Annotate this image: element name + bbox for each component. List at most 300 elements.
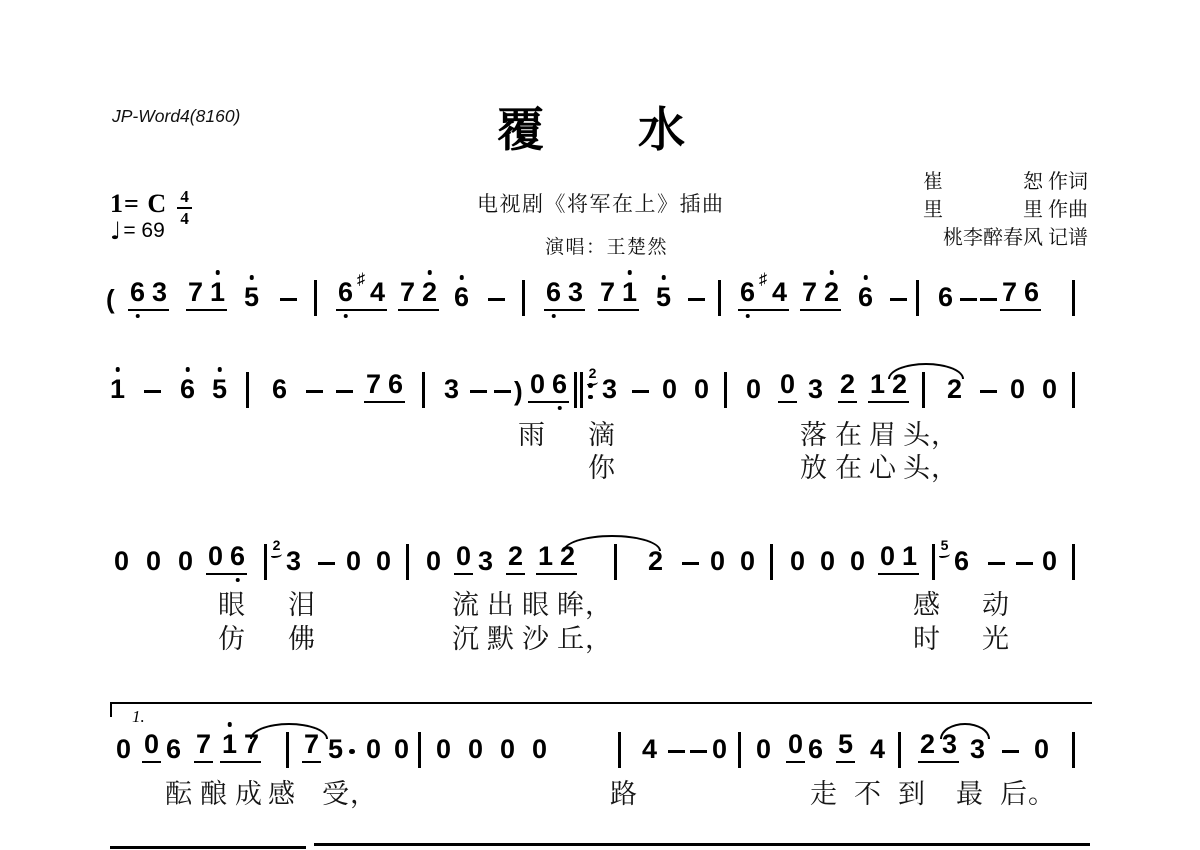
note: 6 — [272, 374, 288, 404]
duration-dash — [1016, 562, 1033, 566]
note-group — [466, 736, 485, 763]
barline — [406, 544, 409, 580]
note: 1 — [210, 279, 225, 306]
note: 7 — [244, 729, 260, 759]
lyric-syllable: 仿 — [218, 624, 246, 654]
credits — [923, 168, 1088, 252]
note: 2 — [840, 369, 856, 399]
note: 5 6 — [940, 537, 970, 576]
note-group — [888, 298, 909, 312]
note-group — [896, 732, 903, 763]
note: 0 — [1010, 374, 1026, 404]
grace-digit: 2 — [272, 537, 281, 553]
note-group — [710, 736, 729, 763]
note: 2 — [920, 729, 936, 759]
lyric-syllable: 佛 — [288, 624, 316, 654]
time-signature — [177, 188, 192, 227]
duration-dash — [668, 750, 685, 754]
note: 0 — [146, 546, 162, 576]
note-group — [788, 548, 807, 575]
lyric-syllable: 酿 — [200, 779, 228, 809]
note-group — [424, 548, 443, 575]
note-group — [856, 284, 875, 311]
note: 6 — [858, 284, 873, 311]
music-line-1 — [0, 271, 1200, 314]
note: 0 — [880, 541, 896, 571]
tempo-value: = 69 — [123, 219, 165, 242]
note-group — [312, 280, 319, 311]
lyric-syllable: 头， — [903, 420, 959, 450]
tie-slur — [940, 723, 990, 739]
repeat-dot — [588, 395, 593, 400]
note: 0 — [532, 734, 548, 764]
octave-dot-below — [551, 314, 556, 319]
note: 1 — [110, 376, 125, 403]
lyric-row — [0, 590, 1200, 624]
note-group — [708, 548, 727, 575]
note: 0 — [114, 546, 130, 576]
note: 6 — [546, 279, 561, 306]
note-group — [940, 537, 971, 576]
beam-group — [786, 731, 805, 763]
note: 7 — [196, 729, 212, 759]
music-line-2 — [0, 363, 1200, 406]
note-group — [646, 548, 665, 575]
note-group — [164, 736, 183, 763]
note-group — [392, 736, 411, 763]
octave-dot-below — [235, 578, 240, 583]
lyric-syllable: 感 — [913, 590, 941, 620]
time-bottom: 4 — [180, 209, 189, 228]
credit-line: 崔 恕 作词 — [923, 171, 1088, 193]
duration-dash — [336, 390, 353, 394]
beam-group — [528, 371, 569, 403]
lyric-syllable: 沉 — [452, 624, 480, 654]
note: 6 — [454, 284, 469, 311]
note: 0 — [456, 541, 472, 571]
note: 3 — [444, 374, 460, 404]
lyric-syllable: 放 — [800, 453, 828, 483]
lyric-syllable: 默 — [487, 624, 515, 654]
note-group — [244, 372, 251, 403]
note-group — [722, 372, 729, 403]
note-group — [476, 548, 495, 575]
beam-group — [778, 371, 797, 403]
note-group — [178, 376, 197, 403]
note: 0 — [394, 734, 410, 764]
lyric-syllable: 滴 — [588, 420, 616, 450]
note: 2 — [648, 546, 664, 576]
beam-group — [838, 371, 857, 403]
note: 3 — [942, 729, 958, 759]
octave-dot-above — [459, 275, 464, 280]
lyric-syllable: 你 — [588, 453, 616, 483]
open-paren: ( — [106, 284, 115, 314]
close-paren: ) — [514, 376, 523, 406]
note-group — [104, 284, 117, 314]
lyric-syllable: 酝 — [165, 779, 193, 809]
note: 0 — [366, 734, 382, 764]
tie-slur — [563, 535, 661, 551]
barline — [770, 544, 773, 580]
note: 0 — [790, 546, 806, 576]
note: 0 — [468, 734, 484, 764]
barline — [522, 280, 525, 316]
note-group — [112, 548, 131, 575]
note-group — [1040, 376, 1059, 403]
note: 6 — [808, 734, 824, 764]
barline — [1072, 544, 1075, 580]
note: 7 — [188, 277, 204, 307]
repeat-bar — [574, 372, 577, 408]
beam-group — [336, 271, 387, 311]
note-group — [270, 376, 289, 403]
barline — [916, 280, 919, 316]
note: 2 — [508, 541, 524, 571]
lyric-syllable: 泪 — [288, 590, 316, 620]
note-group — [210, 376, 229, 403]
barline — [422, 372, 425, 408]
note: 5 — [656, 284, 671, 311]
octave-dot-above — [661, 275, 666, 280]
note-group — [945, 376, 964, 403]
note: 0 — [426, 546, 442, 576]
lyric-syllable: 成 — [235, 779, 263, 809]
lyric-syllable: 头， — [903, 453, 959, 483]
note: 0 — [346, 546, 362, 576]
note: 1 — [538, 541, 554, 571]
note-group — [806, 376, 825, 403]
note-group — [344, 548, 363, 575]
song-title: 覆 水 — [497, 105, 685, 157]
barline — [1072, 372, 1075, 408]
octave-dot-above — [217, 367, 222, 372]
note: 0 — [208, 541, 224, 571]
system-divider — [110, 846, 306, 849]
note-group — [716, 280, 723, 311]
note-group — [404, 544, 411, 575]
beam-group — [878, 543, 919, 575]
lyric-row — [0, 420, 1200, 454]
lyric-row — [0, 453, 1200, 487]
note: 2 — [947, 374, 963, 404]
note: 5 — [838, 729, 854, 759]
note-group — [818, 548, 837, 575]
note-group — [498, 736, 517, 763]
beam-group — [598, 279, 639, 311]
lyric-syllable: 心 — [869, 453, 897, 483]
note: 7 — [304, 729, 320, 759]
note: 0 — [376, 546, 392, 576]
grace-note — [587, 366, 598, 386]
lyric-syllable: 光 — [982, 624, 1010, 654]
lyric-syllable: 不 — [854, 779, 882, 809]
note: 6 — [1024, 277, 1040, 307]
note-group — [486, 298, 507, 312]
beam-group — [128, 279, 169, 311]
octave-dot-below — [343, 314, 348, 319]
note: 7 — [600, 277, 616, 307]
system-divider — [314, 843, 1090, 846]
octave-dot-below — [557, 406, 562, 411]
octave-dot-above — [863, 275, 868, 280]
time-top: 4 — [180, 187, 189, 206]
duration-dash — [632, 390, 649, 394]
augmentation-dot — [349, 749, 355, 755]
quarter-note-icon: ♩ — [110, 217, 122, 245]
duration-dash — [980, 390, 997, 394]
lyric-syllable: 眉 — [869, 420, 897, 450]
barline — [264, 544, 267, 580]
note-group — [442, 376, 461, 403]
octave-dot-above — [829, 270, 834, 275]
beam-group — [1000, 279, 1041, 311]
barline — [1072, 732, 1075, 768]
note-group — [1070, 732, 1077, 763]
note: 0 — [780, 369, 796, 399]
note: 0 — [820, 546, 836, 576]
note-group — [416, 732, 423, 763]
note-group — [686, 298, 707, 312]
note-group — [374, 548, 393, 575]
note-group — [114, 736, 133, 763]
barline — [724, 372, 727, 408]
duration-dash — [144, 390, 161, 394]
note: 0 — [1042, 374, 1058, 404]
note-group — [744, 376, 763, 403]
duration-dash — [988, 562, 1005, 566]
lyric-row — [0, 624, 1200, 658]
note-group — [316, 562, 337, 576]
note: 5 — [244, 284, 259, 311]
note: 2 — [560, 541, 576, 571]
note-group — [654, 284, 673, 311]
duration-dash — [980, 298, 997, 302]
note: 6 — [740, 279, 755, 306]
lyric-syllable: 丘， — [557, 624, 613, 654]
volta-label: 1. — [132, 707, 145, 726]
note: 6 — [180, 376, 195, 403]
note-group — [936, 284, 955, 311]
note-group — [452, 284, 471, 311]
note-group — [630, 390, 651, 404]
barline — [1072, 280, 1075, 316]
note-group — [176, 548, 195, 575]
note: 0 — [712, 734, 728, 764]
note: 0 — [436, 734, 452, 764]
barline — [898, 732, 901, 768]
key-text: 1= C — [110, 188, 168, 218]
note: 6 — [338, 279, 353, 306]
duration-dash — [488, 298, 505, 302]
note-group — [142, 390, 163, 404]
note: 3 — [808, 374, 824, 404]
lyric-syllable: 眼 — [522, 590, 550, 620]
music-line-3 — [0, 535, 1200, 575]
sharp-icon: ♯ — [759, 271, 768, 288]
note-group — [1014, 562, 1035, 576]
note: 2 3 — [588, 365, 618, 404]
note-group — [530, 736, 549, 763]
duration-dash — [306, 390, 323, 394]
note-group — [1070, 372, 1077, 403]
note: 1 — [622, 279, 637, 306]
note: 3 — [152, 277, 168, 307]
note-group — [968, 736, 987, 763]
note-group — [262, 544, 269, 575]
duration-dash — [494, 390, 511, 394]
note-group — [364, 736, 383, 763]
note-group — [680, 562, 701, 576]
grace-note — [271, 538, 282, 558]
note: ♯ 4 — [759, 271, 788, 307]
lyric-syllable: 走 — [810, 779, 838, 809]
note: 6 — [938, 282, 954, 312]
note-group — [278, 298, 299, 312]
note: 2 — [824, 279, 839, 306]
barline — [618, 732, 621, 768]
beam-group — [454, 543, 473, 575]
beam-group — [398, 279, 439, 311]
note-group — [868, 736, 887, 763]
duration-dash — [682, 562, 699, 566]
note: 6 — [552, 371, 567, 398]
note: 2 3 — [272, 537, 302, 576]
note: 7 — [400, 277, 416, 307]
key-signature — [110, 184, 192, 228]
note-group — [1070, 280, 1077, 311]
note-group — [978, 390, 999, 404]
octave-dot-below — [745, 314, 750, 319]
note: 1 — [902, 541, 918, 571]
lyric-syllable: 眼 — [218, 590, 246, 620]
note-group — [144, 548, 163, 575]
note: 7 — [366, 369, 382, 399]
note: 6 — [230, 543, 245, 570]
note-group — [688, 750, 709, 764]
note-group — [334, 390, 355, 404]
lyric-syllable: 受， — [322, 779, 378, 809]
note: 6 — [388, 369, 404, 399]
lyric-syllable: 到 — [898, 779, 926, 809]
note-group — [616, 732, 623, 763]
tempo-marking — [110, 219, 165, 243]
beam-group — [738, 271, 789, 311]
note-group — [492, 390, 513, 404]
note-group — [108, 376, 127, 403]
note-group — [326, 736, 357, 763]
note: 4 — [870, 734, 886, 764]
lyric-syllable: 动 — [982, 590, 1010, 620]
grace-digit: 5 — [940, 537, 949, 553]
music-line-4 — [0, 723, 1200, 763]
note: 0 — [662, 374, 678, 404]
lyric-syllable: 雨 — [518, 420, 546, 450]
duration-dash — [1002, 750, 1019, 754]
lyric-syllable: 落 — [800, 420, 828, 450]
beam-group — [800, 279, 841, 311]
sharp-icon: ♯ — [357, 271, 366, 288]
barline — [932, 544, 935, 580]
lyric-syllable: 沙 — [522, 624, 550, 654]
beam-group — [194, 731, 213, 763]
episode-subtitle: 电视剧《将军在上》插曲 — [477, 192, 725, 216]
beam-group — [506, 543, 525, 575]
note-group — [520, 280, 527, 311]
beam-group — [836, 731, 855, 763]
note: 5 — [212, 376, 227, 403]
lyric-syllable: 路 — [610, 779, 638, 809]
note-group — [1040, 548, 1059, 575]
lyric-syllable: 时 — [913, 624, 941, 654]
note-group — [1070, 544, 1077, 575]
repeat-bar — [580, 372, 583, 408]
barline — [246, 372, 249, 408]
duration-dash — [318, 562, 335, 566]
note-group — [640, 736, 659, 763]
note: 0 — [756, 734, 772, 764]
lyric-syllable: 最 — [956, 779, 984, 809]
barline — [314, 280, 317, 316]
duration-dash — [960, 298, 977, 302]
beam-group — [544, 279, 585, 311]
note-group — [468, 390, 489, 404]
note: 0 — [1042, 546, 1058, 576]
note: 2 — [422, 279, 437, 306]
lyric-syllable: 眸， — [557, 590, 613, 620]
note-group — [420, 372, 427, 403]
note-group — [272, 537, 303, 576]
note-group — [736, 732, 743, 763]
credit-line: 桃李醉春风 记谱 — [943, 227, 1088, 249]
note: 0 — [694, 374, 710, 404]
beam-group — [186, 279, 227, 311]
barline — [418, 732, 421, 768]
note-group — [768, 544, 775, 575]
note: 0 — [850, 546, 866, 576]
note: ♯ 4 — [357, 271, 386, 307]
note: 2 — [892, 369, 908, 399]
singer-line: 演唱：王楚然 — [545, 237, 669, 258]
octave-dot-below — [135, 314, 140, 319]
note-group — [304, 390, 325, 404]
barline — [718, 280, 721, 316]
lyric-syllable: 后。 — [1000, 779, 1056, 809]
note: 0 — [1034, 734, 1050, 764]
note: 7 — [1002, 277, 1018, 307]
grace-slur — [939, 552, 950, 558]
octave-dot-above — [227, 722, 232, 727]
note: 0 — [178, 546, 194, 576]
note-group — [978, 298, 999, 312]
lyric-row — [0, 779, 1200, 813]
lyric-syllable: 在 — [835, 453, 863, 483]
note-group — [660, 376, 679, 403]
grace-slur — [271, 552, 282, 558]
duration-dash — [688, 298, 705, 302]
note-group — [1008, 376, 1027, 403]
note: 0 — [144, 729, 160, 759]
note-group — [434, 736, 453, 763]
duration-dash — [890, 298, 907, 302]
grace-note — [939, 538, 950, 558]
note: 1 — [870, 369, 886, 399]
note-group — [958, 298, 979, 312]
lyric-syllable: 出 — [487, 590, 515, 620]
note-group — [738, 548, 757, 575]
note: 0 — [710, 546, 726, 576]
note-group — [692, 376, 711, 403]
